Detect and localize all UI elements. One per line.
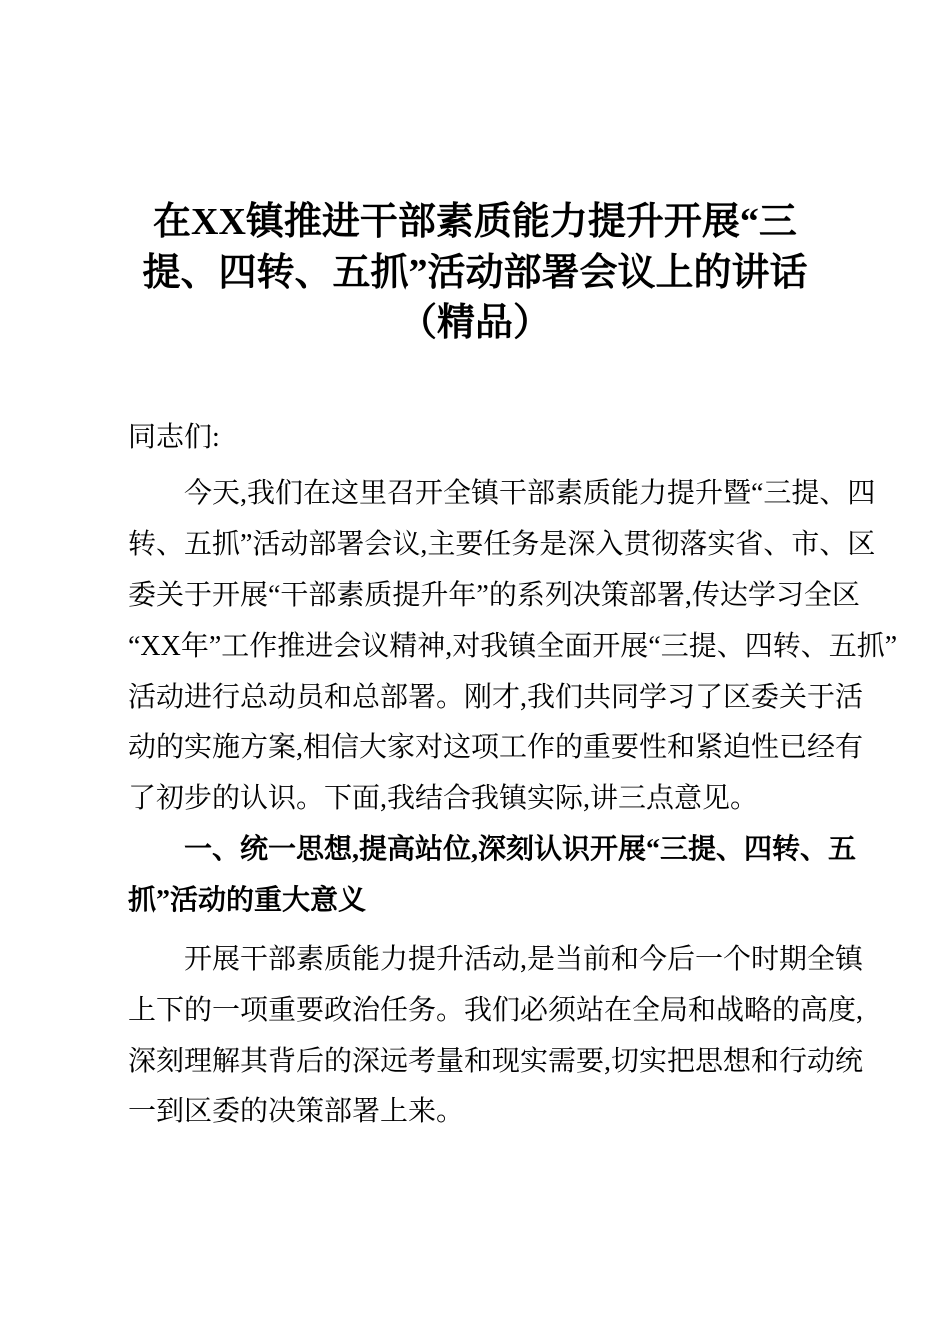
text-line: 委关于开展“干部素质提升年”的系列决策部署,传达学习全区 <box>128 580 860 611</box>
heading-line: 抓”活动的重大意义 <box>128 885 367 916</box>
text-line: 深刻理解其背后的深远考量和现实需要,切实把思想和行动统 <box>128 1046 864 1077</box>
text-line: 转、五抓”活动部署会议,主要任务是深入贯彻落实省、市、区 <box>128 529 876 560</box>
text-line: 活动进行总动员和总部署。刚才,我们共同学习了区委关于活 <box>128 682 864 713</box>
title-line: （精品） <box>398 302 551 344</box>
text-line: 开展干部素质能力提升活动,是当前和今后一个时期全镇 <box>184 944 864 975</box>
heading-line: 一、统一思想,提高站位,深刻认识开展“三提、四转、五 <box>184 834 857 865</box>
text-line: 一到区委的决策部署上来。 <box>128 1096 465 1127</box>
text-line: 今天,我们在这里召开全镇干部素质能力提升暨“三提、四 <box>184 478 876 509</box>
title-line: 提、四转、五抓”活动部署会议上的讲话 <box>142 252 808 294</box>
text-line: 动的实施方案,相信大家对这项工作的重要性和紧迫性已经有 <box>128 732 864 763</box>
text-line: 了初步的认识。下面,我结合我镇实际,讲三点意见。 <box>128 783 759 814</box>
salutation: 同志们: <box>128 422 220 453</box>
text-line: 上下的一项重要政治任务。我们必须站在全局和战略的高度, <box>128 995 864 1026</box>
title-line: 在XX镇推进干部素质能力提升开展“三 <box>153 201 797 243</box>
text-line: “XX年”工作推进会议精神,对我镇全面开展“三提、四转、五抓” <box>128 631 898 662</box>
